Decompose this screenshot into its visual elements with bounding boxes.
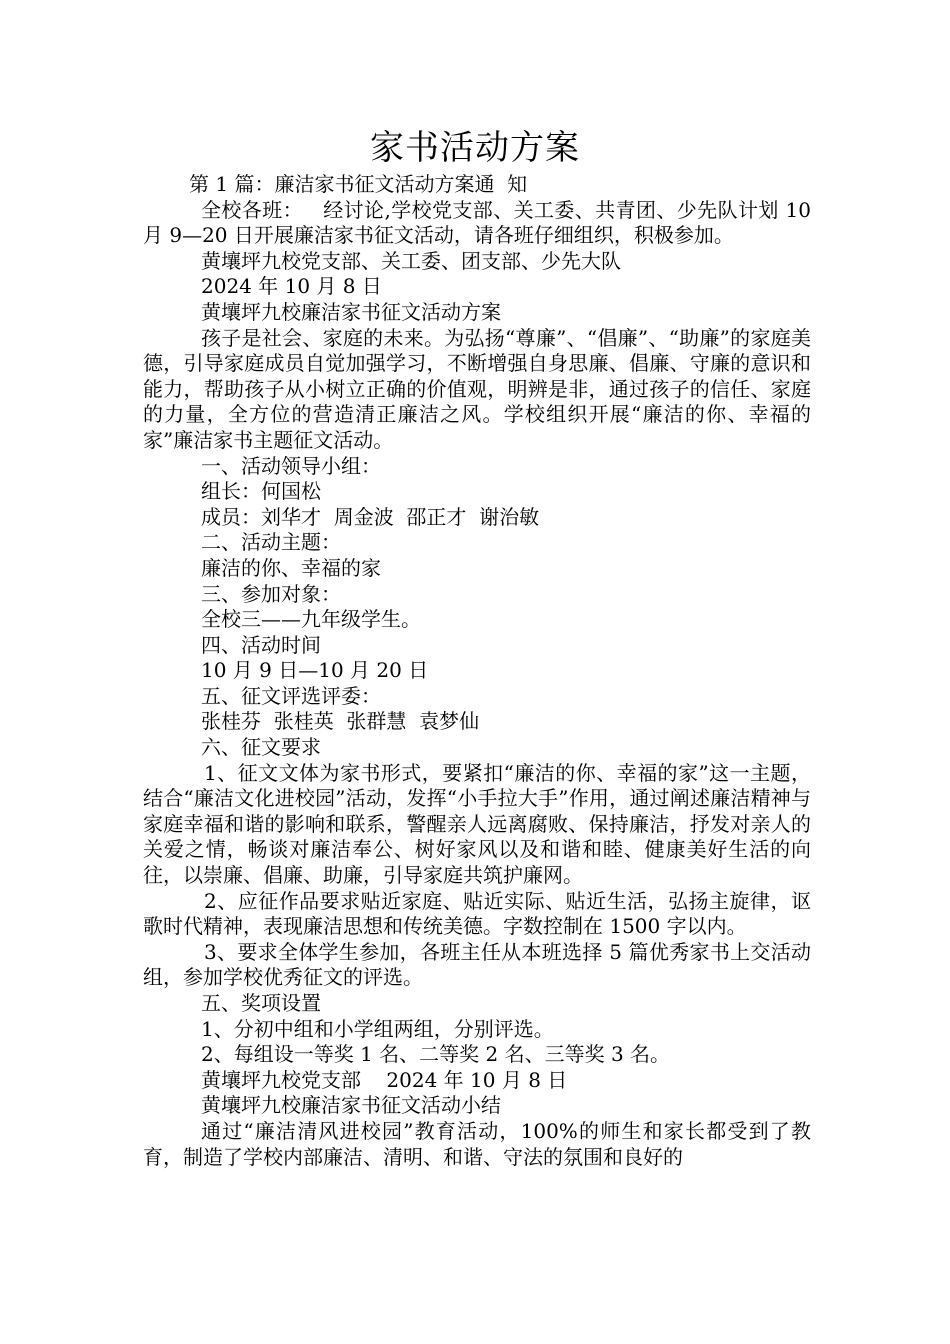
list-item: 2、每组设一等奖 1 名、二等奖 2 名、三等奖 3 名。 <box>201 1042 671 1067</box>
list-item: 全校三——九年级学生。 <box>201 607 421 632</box>
article-heading: 第 1 篇：廉洁家书征文活动方案通 知 <box>189 172 528 196</box>
list-item: 10 月 9 日—10 月 20 日 <box>201 658 429 683</box>
document-title: 家书活动方案 <box>370 128 580 168</box>
plan-heading: 黄壤坪九校廉洁家书征文活动方案 <box>201 299 501 324</box>
section-heading: 三、参加对象： <box>201 581 341 606</box>
requirement-paragraph: 2、应征作品要求贴近家庭、贴近实际、贴近生活，弘扬主旋律，讴歌时代精神，表现廉洁思想和传统美德。字数控制在 1500 字以内。 <box>143 888 811 939</box>
section-heading: 六、征文要求 <box>201 735 321 760</box>
list-item: 张桂芬 张桂英 张群慧 袁梦仙 <box>201 709 480 734</box>
list-item: 廉洁的你、幸福的家 <box>201 555 381 580</box>
notice-signature: 黄壤坪九校党支部、关工委、团支部、少先大队 <box>201 248 621 273</box>
summary-heading: 黄壤坪九校廉洁家书征文活动小结 <box>201 1093 501 1118</box>
section-heading: 五、征文评选评委： <box>201 683 381 708</box>
section-heading: 一、活动领导小组： <box>201 453 381 478</box>
plan-intro-paragraph: 孩子是社会、家庭的未来。为弘扬“尊廉”、“倡廉”、“助廉”的家庭美德，引导家庭成员自觉加强学习，不断增强自身思廉、倡廉、守廉的意识和能力，帮助孩子从小树立正确的价值观，明辨是非，通过孩子的信任、家庭的力量，全方位的营造清正廉洁之风。学校组织开展“廉洁的你、幸福的家”廉洁家书主题征文活动。 <box>143 325 811 452</box>
list-item: 组长：何国松 <box>201 479 321 504</box>
list-item: 1、分初中组和小学组两组，分别评选。 <box>201 1016 554 1041</box>
requirement-paragraph: 3、要求全体学生参加，各班主任从本班选择 5 篇优秀家书上交活动组，参加学校优秀征文的评选。 <box>143 939 811 990</box>
notice-date: 2024 年 10 月 8 日 <box>201 274 382 299</box>
requirement-paragraph: 1、征文文体为家书形式，要紧扣“廉洁的你、幸福的家”这一主题，结合“廉洁文化进校园”活动，发挥“小手拉大手”作用，通过阐述廉洁精神与家庭幸福和谐的影响和联系，警醒亲人远离腐败、保持廉洁，抒发对亲人的关爱之情，畅谈对廉洁奉公、树好家风以及和谐和睦、健康美好生活的向往，以崇廉、倡廉、助廉，引导家庭共筑护廉网。 <box>143 760 811 888</box>
section-heading: 四、活动时间 <box>201 632 321 657</box>
plan-signature: 黄壤坪九校党支部 2024 年 10 月 8 日 <box>201 1067 568 1092</box>
summary-paragraph: 通过“廉洁清风进校园”教育活动，100%的师生和家长都受到了教育，制造了学校内部廉洁、清明、和谐、守法的氛围和良好的 <box>143 1118 811 1169</box>
document-body <box>143 172 818 1170</box>
notice-paragraph: 全校各班： 经讨论,学校党支部、关工委、共青团、少先队计划 10 月 9—20 日开展廉洁家书征文活动，请各班仔细组织，积极参加。 <box>143 197 818 248</box>
section-heading: 二、活动主题： <box>201 530 341 555</box>
section-heading: 五、奖项设置 <box>201 991 321 1015</box>
list-item: 成员：刘华才 周金波 邵正才 谢治敏 <box>201 504 540 529</box>
